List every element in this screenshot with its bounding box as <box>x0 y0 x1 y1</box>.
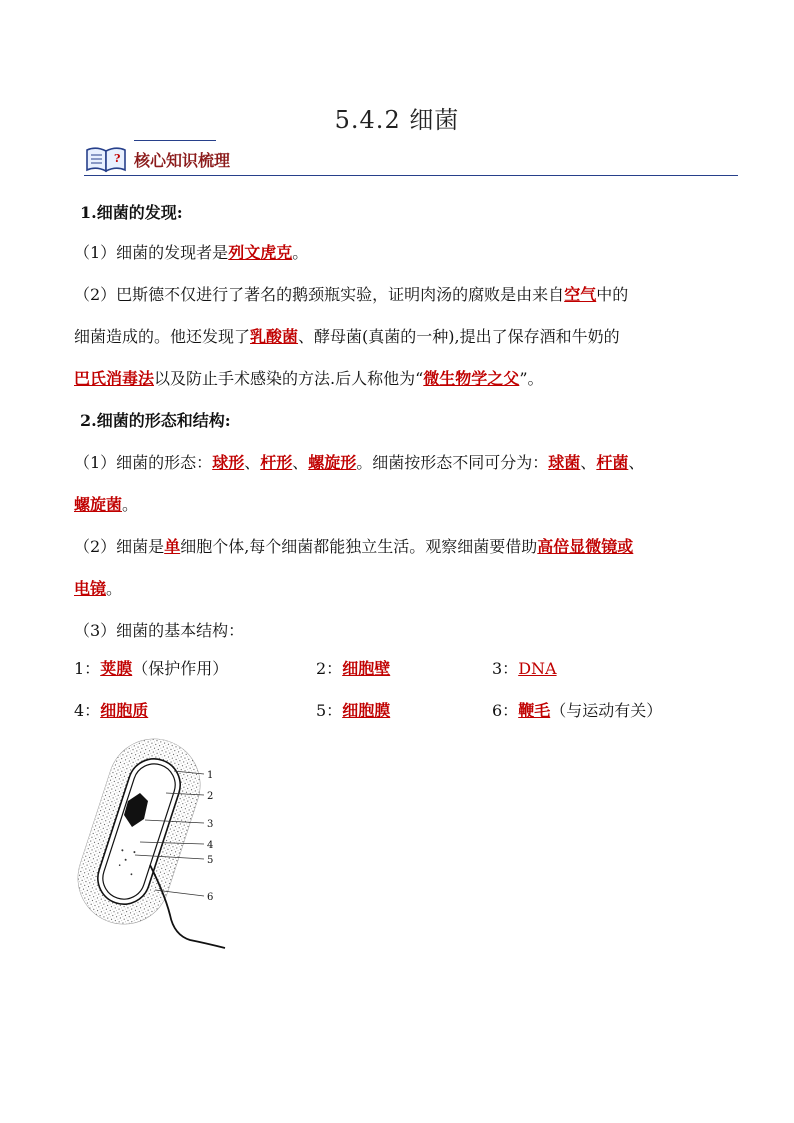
paragraph-basic-structure: （3）细菌的基本结构： <box>74 621 245 640</box>
bacterium-diagram <box>70 735 250 955</box>
structure-item-4: 4：细胞质 <box>74 701 149 720</box>
section-label: 核心知识梳理 <box>134 151 231 170</box>
structure-item-5: 5：细胞膜 <box>316 701 391 720</box>
diagram-label-6: 6 <box>207 892 214 903</box>
answer-spiral: 螺旋形 <box>308 453 357 472</box>
paragraph-single-cell-1: （2）细菌是单细胞个体,每个细菌都能独立生活。观察细菌要借助高倍显微镜或 <box>74 537 634 556</box>
paragraph-pasteur-2: 细菌造成的。他还发现了乳酸菌、酵母菌(真菌的一种),提出了保存酒和牛奶的 <box>74 327 620 346</box>
answer-air: 空气 <box>564 285 597 304</box>
answer-flagellum: 鞭毛 <box>518 701 551 720</box>
answer-spherical: 球形 <box>212 453 245 472</box>
svg-text:?: ? <box>114 152 121 165</box>
answer-rod: 杆形 <box>260 453 293 472</box>
answer-capsule: 荚膜 <box>100 659 133 678</box>
answer-lactobacillus: 乳酸菌 <box>250 327 299 346</box>
answer-cocci: 球菌 <box>548 453 581 472</box>
page-title: 5.4.2 细菌 <box>334 106 460 134</box>
header-top-rule <box>134 140 216 141</box>
structure-item-1: 1：荚膜（保护作用） <box>74 659 229 678</box>
answer-bacilli: 杆菌 <box>596 453 629 472</box>
answer-single: 单 <box>164 537 181 556</box>
answer-spirilla: 螺旋菌 <box>74 495 123 514</box>
answer-cytoplasm: 细胞质 <box>100 701 149 720</box>
answer-father-of-microbiology: 微生物学之父 <box>423 369 520 388</box>
paragraph-single-cell-2: 电镜。 <box>74 579 123 598</box>
bacterium-body <box>70 735 212 936</box>
paragraph-shapes-2: 螺旋菌。 <box>74 495 139 514</box>
answer-microscope: 高倍显微镜或 <box>537 537 634 556</box>
structure-item-2: 2：细胞壁 <box>316 659 391 678</box>
diagram-label-2: 2 <box>207 791 214 802</box>
section-header <box>84 134 740 180</box>
open-book-icon <box>84 142 130 174</box>
answer-electron-microscope: 电镜 <box>74 579 107 598</box>
header-bottom-rule <box>84 175 738 176</box>
answer-dna: DNA <box>518 659 557 678</box>
answer-cell-membrane: 细胞膜 <box>342 701 391 720</box>
heading-discovery: 1.细菌的发现: <box>80 203 183 222</box>
paragraph-discoverer: （1）细菌的发现者是列文虎克。 <box>74 243 309 262</box>
structure-item-3: 3：DNA <box>492 659 557 678</box>
structure-item-6: 6：鞭毛（与运动有关） <box>492 701 663 720</box>
diagram-label-3: 3 <box>207 819 214 830</box>
paragraph-pasteur-3: 巴氏消毒法以及防止手术感染的方法.后人称他为“微生物学之父”。 <box>74 369 544 388</box>
paragraph-shapes-1: （1）细菌的形态：球形、杆形、螺旋形。细菌按形态不同可分为：球菌、杆菌、 <box>74 453 645 472</box>
heading-morphology: 2.细菌的形态和结构: <box>80 411 231 430</box>
answer-leeuwenhoek: 列文虎克 <box>228 243 293 262</box>
answer-cell-wall: 细胞壁 <box>342 659 391 678</box>
paragraph-pasteur-1: （2）巴斯德不仅进行了著名的鹅颈瓶实验，证明肉汤的腐败是由来自空气中的 <box>74 285 629 304</box>
diagram-label-4: 4 <box>207 840 214 851</box>
diagram-label-1: 1 <box>207 770 214 781</box>
answer-pasteurization: 巴氏消毒法 <box>74 369 155 388</box>
diagram-label-5: 5 <box>207 855 214 866</box>
